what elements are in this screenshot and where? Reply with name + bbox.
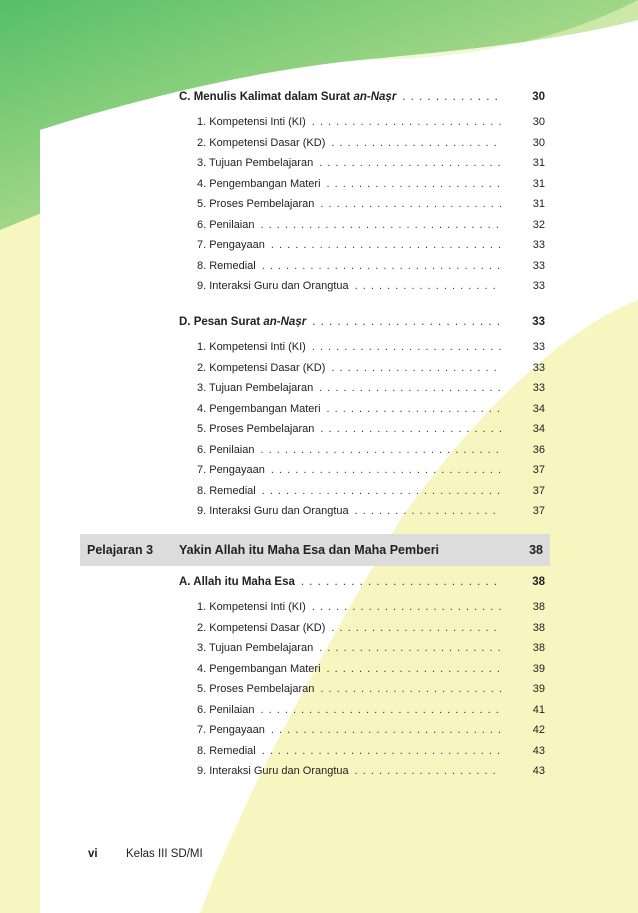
leader-dots [312, 338, 501, 357]
toc-entry-label: 4. Pengembangan Materi [197, 662, 321, 675]
toc-entry[interactable] [197, 441, 545, 460]
toc-entry[interactable] [197, 236, 545, 255]
toc-entry-page-number: 33 [532, 382, 545, 394]
section-heading-italic: an-Naṣr [353, 91, 397, 103]
leader-dots [319, 639, 501, 658]
toc-entry-label: 5. Proses Pembelajaran [197, 198, 315, 210]
toc-entry-page-number: 37 [532, 484, 545, 497]
leader-dots [331, 134, 501, 153]
footer-book-title: Kelas III SD/MI [126, 848, 203, 860]
toc-entry-label: 1. Kompetensi Inti (KI) [197, 341, 306, 353]
toc-entry[interactable] [197, 113, 545, 132]
toc-entry-label: 3. Tujuan Pembelajaran [197, 157, 314, 169]
toc-entry-label: 9. Interaksi Guru dan Orangtua [197, 765, 349, 777]
toc-entry-page-number: 33 [532, 239, 545, 251]
toc-entry[interactable] [197, 277, 545, 296]
toc-entry[interactable] [197, 216, 545, 235]
toc-entry-label: 2. Kompetensi Dasar (KD) [197, 136, 326, 149]
leader-dots [261, 216, 502, 235]
toc-entry-label: 4. Pengembangan Materi [197, 177, 321, 190]
lesson-page-number: 38 [529, 543, 543, 557]
leader-dots [320, 420, 501, 439]
toc-entry-page-number: 37 [532, 505, 545, 517]
toc-entry-label: 3. Tujuan Pembelajaran [197, 382, 314, 394]
leader-dots [327, 400, 501, 419]
toc-entry-label: 2. Kompetensi Dasar (KD) [197, 361, 326, 374]
toc-entry-label: 5. Proses Pembelajaran [197, 683, 315, 695]
leader-dots [301, 573, 501, 591]
leader-dots [262, 482, 501, 501]
leader-dots [261, 441, 502, 460]
section-heading-italic: an-Naṣr [263, 316, 307, 328]
leader-dots [320, 680, 501, 699]
leader-dots [355, 502, 501, 521]
footer-page-number: vi [88, 848, 98, 860]
toc-entry[interactable] [197, 721, 545, 740]
toc-entry-page-number: 32 [532, 218, 545, 231]
toc-entry[interactable] [197, 619, 545, 638]
section-heading[interactable] [179, 573, 545, 591]
toc-entry-label: 6. Penilaian [197, 443, 255, 456]
toc-entry-page-number: 31 [532, 157, 545, 169]
leader-dots [271, 236, 501, 255]
toc-entry-label: 9. Interaksi Guru dan Orangtua [197, 505, 349, 517]
toc-entry[interactable] [197, 482, 545, 501]
leader-dots [320, 195, 501, 214]
toc-entry[interactable] [197, 461, 545, 480]
leader-dots [312, 313, 501, 331]
toc-entry[interactable] [197, 257, 545, 276]
section-page-number: 30 [532, 91, 545, 103]
toc-entry[interactable] [197, 502, 545, 521]
toc-entry-page-number: 33 [532, 341, 545, 353]
leader-dots [319, 154, 501, 173]
toc-entry-page-number: 34 [532, 423, 545, 435]
leader-dots [327, 175, 501, 194]
toc-entry-label: 9. Interaksi Guru dan Orangtua [197, 280, 349, 292]
toc-entry[interactable] [197, 680, 545, 699]
section-heading-text: A. Allah itu Maha Esa [179, 576, 295, 588]
toc-entry-page-number: 43 [532, 765, 545, 777]
toc-entry-page-number: 38 [532, 621, 545, 634]
toc-entry-page-number: 31 [532, 198, 545, 210]
toc-entry-page-number: 30 [532, 136, 545, 149]
toc-entry-page-number: 33 [532, 280, 545, 292]
leader-dots [355, 762, 501, 781]
toc-entry-label: 8. Remedial [197, 259, 256, 272]
toc-entry-label: 5. Proses Pembelajaran [197, 423, 315, 435]
toc-entry-label: 7. Pengayaan [197, 239, 265, 251]
toc-entry[interactable] [197, 359, 545, 378]
leader-dots [312, 598, 501, 617]
toc-entry-label: 7. Pengayaan [197, 724, 265, 736]
lesson-heading-bar[interactable] [80, 534, 550, 566]
toc-entry[interactable] [197, 660, 545, 679]
leader-dots [312, 113, 501, 132]
toc-entry-page-number: 39 [532, 683, 545, 695]
toc-entry[interactable] [197, 701, 545, 720]
leader-dots [327, 660, 501, 679]
toc-entry-page-number: 42 [532, 724, 545, 736]
toc-entry-label: 3. Tujuan Pembelajaran [197, 642, 314, 654]
section-heading[interactable] [179, 313, 545, 331]
toc-entry-page-number: 43 [532, 744, 545, 757]
toc-entry-page-number: 36 [532, 443, 545, 456]
leader-dots [319, 379, 501, 398]
section-heading[interactable] [179, 88, 545, 106]
lesson-number: Pelajaran 3 [87, 543, 154, 557]
leader-dots [271, 461, 501, 480]
leader-dots [262, 742, 501, 761]
toc-entry[interactable] [197, 742, 545, 761]
toc-entry[interactable] [197, 420, 545, 439]
section-page-number: 38 [532, 576, 545, 588]
toc-entry-page-number: 37 [532, 464, 545, 476]
toc-entry[interactable] [197, 379, 545, 398]
leader-dots [261, 701, 502, 720]
toc-entry-label: 2. Kompetensi Dasar (KD) [197, 621, 326, 634]
toc-entry-label: 1. Kompetensi Inti (KI) [197, 601, 306, 613]
toc-entry-page-number: 41 [532, 703, 545, 716]
toc-entry[interactable] [197, 338, 545, 357]
toc-entry[interactable] [197, 175, 545, 194]
toc-entry-label: 1. Kompetensi Inti (KI) [197, 116, 306, 128]
lesson-title: Yakin Allah itu Maha Esa dan Maha Pemberi [179, 543, 440, 557]
section-page-number: 33 [532, 316, 545, 328]
toc-entry[interactable] [197, 154, 545, 173]
toc-entry-label: 6. Penilaian [197, 703, 255, 716]
toc-entry-page-number: 30 [532, 116, 545, 128]
leader-dots [355, 277, 501, 296]
leader-dots [331, 619, 501, 638]
leader-dots [402, 88, 501, 106]
toc-entry[interactable] [197, 639, 545, 658]
toc-entry[interactable] [197, 400, 545, 419]
toc-entry-label: 7. Pengayaan [197, 464, 265, 476]
section-heading-text: C. Menulis Kalimat dalam Surat [179, 91, 354, 103]
toc-entry-page-number: 33 [532, 259, 545, 272]
page-footer [88, 846, 203, 862]
section-heading-text: D. Pesan Surat [179, 316, 264, 328]
toc-entry-page-number: 34 [532, 402, 545, 415]
toc-entry[interactable] [197, 134, 545, 153]
toc-entry[interactable] [197, 195, 545, 214]
leader-dots [271, 721, 501, 740]
toc-entry-label: 4. Pengembangan Materi [197, 402, 321, 415]
toc-entry[interactable] [197, 762, 545, 781]
leader-dots [331, 359, 501, 378]
toc-entry-label: 8. Remedial [197, 484, 256, 497]
toc-entry-page-number: 31 [532, 177, 545, 190]
leader-dots [262, 257, 501, 276]
toc-entry[interactable] [197, 598, 545, 617]
toc-entry-label: 8. Remedial [197, 744, 256, 757]
toc-entry-label: 6. Penilaian [197, 218, 255, 231]
toc-entry-page-number: 33 [532, 361, 545, 374]
toc-entry-page-number: 38 [532, 642, 545, 654]
toc-entry-page-number: 38 [532, 601, 545, 613]
toc-entry-page-number: 39 [532, 662, 545, 675]
